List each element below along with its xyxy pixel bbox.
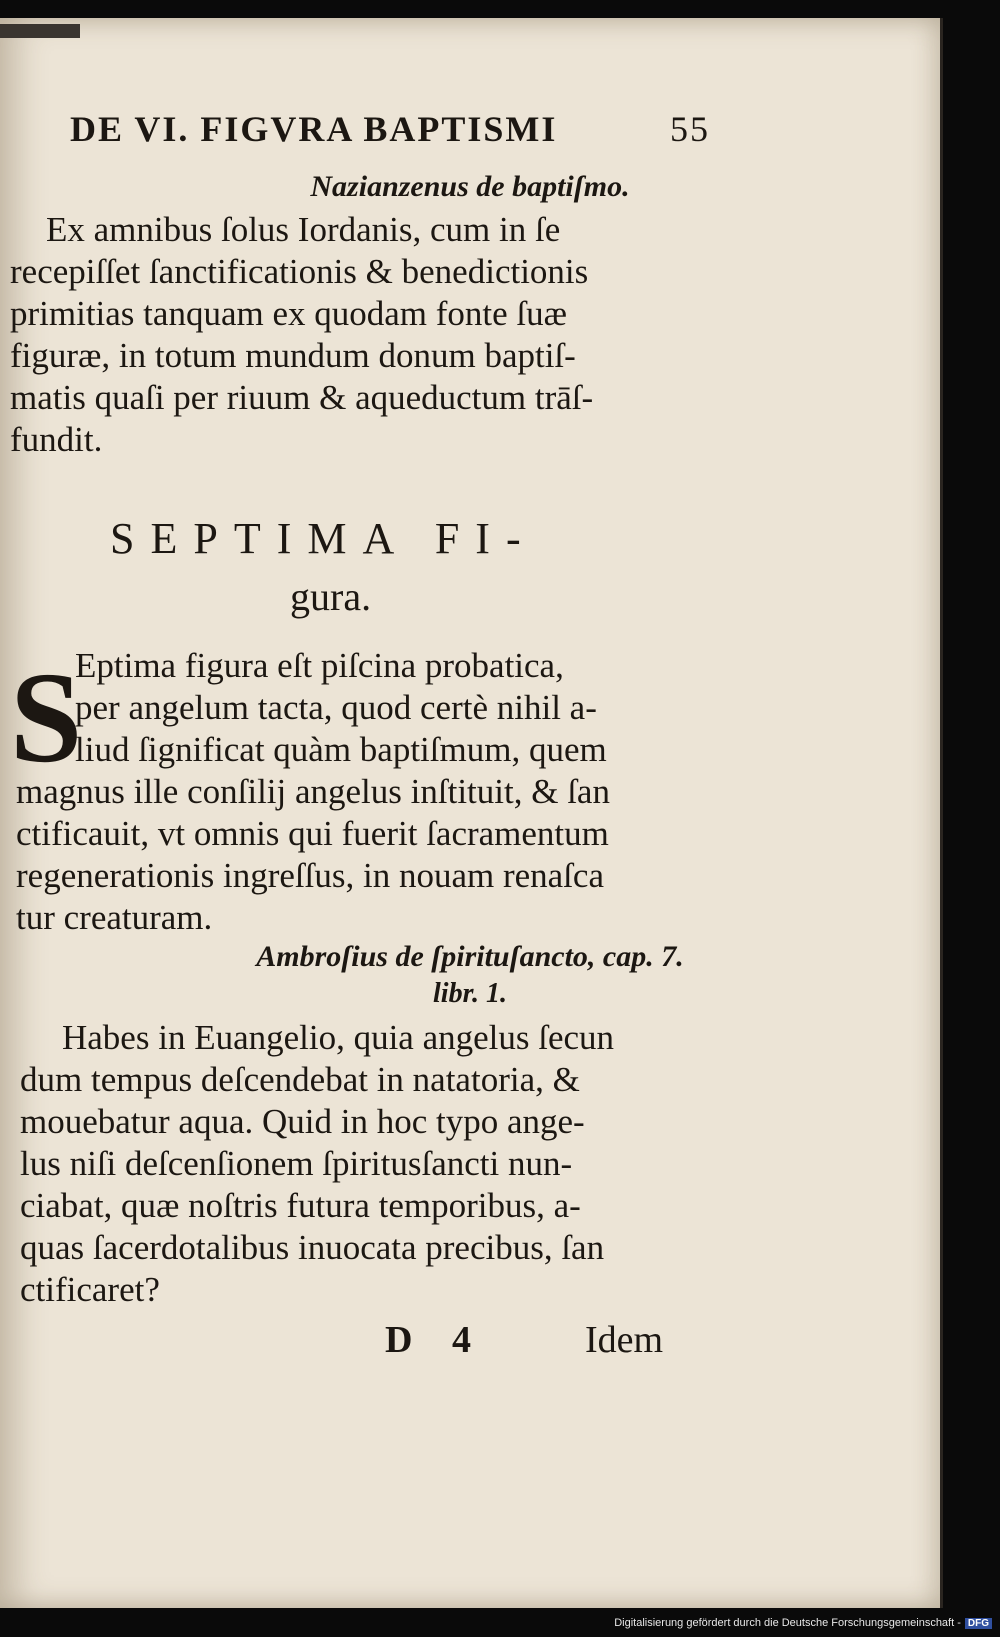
- section-heading: SEPTIMA FI-: [110, 514, 537, 563]
- text-line: Ex amnibus ſolus Iordanis, cum in ſe: [46, 210, 561, 249]
- page-edge-tab: [0, 24, 80, 38]
- text-line: ctificaret?: [20, 1270, 160, 1309]
- page-number: 55: [670, 109, 710, 149]
- text-line: lus niſi deſcenſionem ſpiritusſancti nun-: [20, 1144, 573, 1183]
- text-line: primitias tanquam ex quodam fonte ſuæ: [10, 294, 567, 333]
- text-line: per angelum tacta, quod certè nihil a-: [75, 688, 597, 727]
- text-line: Habes in Euangelio, quia angelus ſecun: [62, 1018, 615, 1057]
- running-header: [70, 108, 710, 158]
- dfg-logo: DFG: [965, 1618, 992, 1629]
- book-page: [0, 18, 943, 1608]
- catchword: Idem: [585, 1319, 664, 1361]
- text-line: dum tempus deſcendebat in natatoria, &: [20, 1060, 580, 1099]
- text-line: liud ſignificat quàm baptiſmum, quem: [75, 730, 607, 769]
- section-heading-continued: gura.: [290, 574, 372, 619]
- drop-capital: S: [10, 646, 83, 790]
- signature-mark: D 4: [385, 1319, 471, 1361]
- text-line: Eptima figura eſt piſcina probatica,: [75, 646, 564, 685]
- text-line: ciabat, quæ noſtris futura temporibus, a-: [20, 1186, 581, 1225]
- text-line: regenerationis ingreſſus, in nouam renaſca: [16, 856, 604, 895]
- source-citation-2: Ambroſius de ſpirituſancto, cap. 7.: [256, 940, 684, 973]
- text-line: mouebatur aqua. Quid in hoc typo ange-: [20, 1102, 585, 1141]
- text-line: recepiſſet ſanctificationis & benedictionis: [10, 252, 589, 291]
- text-line: fundit.: [10, 420, 103, 459]
- source-citation-1: Nazianzenus de baptiſmo.: [310, 170, 630, 203]
- text-line: magnus ille conſilij angelus inſtituit, & ſan: [16, 772, 610, 811]
- running-title: DE VI. FIGVRA BAPTISMI: [70, 109, 558, 149]
- digitization-credit: [614, 1617, 992, 1629]
- credit-text: Digitalisierung gefördert durch die Deutsche Forschungsgemeinschaft -: [614, 1617, 961, 1629]
- text-line: ctificauit, vt omnis qui fuerit ſacramentum: [16, 814, 609, 853]
- text-line: tur creaturam.: [16, 898, 213, 937]
- source-citation-2-book: libr. 1.: [433, 978, 507, 1009]
- text-line: figuræ, in totum mundum donum baptiſ-: [10, 336, 576, 375]
- text-line: matis quaſi per riuum & aqueductum trāſ-: [10, 378, 594, 417]
- text-line: quas ſacerdotalibus inuocata precibus, ſan: [20, 1228, 605, 1267]
